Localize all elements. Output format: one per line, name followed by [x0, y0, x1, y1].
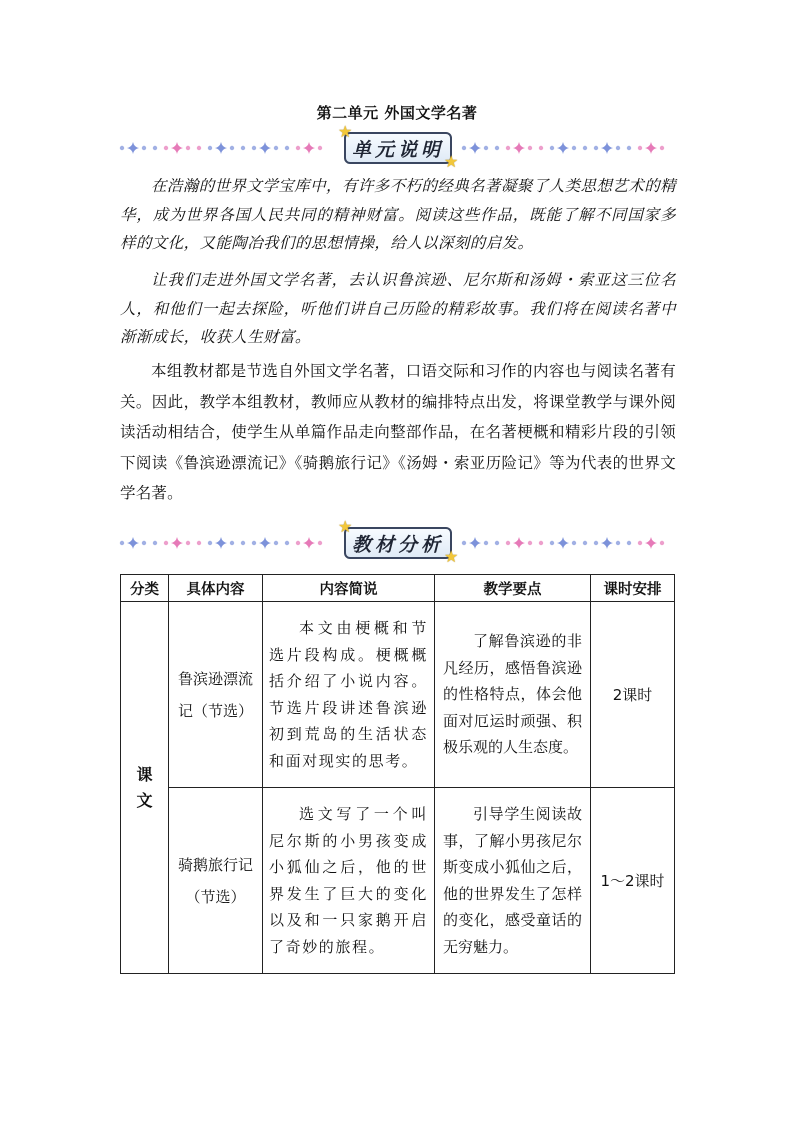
sparkle-star-icon [557, 537, 569, 549]
sparkle-dot-icon [539, 146, 543, 150]
sparkle-dot-icon [164, 146, 168, 150]
sparkle-dot-icon [186, 146, 190, 150]
header-brief: 内容简说 [263, 575, 435, 602]
sparkle-star-icon [557, 142, 569, 154]
sparkle-dot-icon [252, 146, 256, 150]
star-icon: ★ [338, 517, 353, 536]
table-row [121, 788, 675, 974]
sparkle-dot-icon [550, 146, 554, 150]
hours-cell: 2课时 [591, 602, 675, 788]
sparkle-dot-icon [197, 146, 201, 150]
sparkle-dot-icon [462, 146, 466, 150]
sparkle-star-icon [127, 537, 139, 549]
sparkle-dot-icon [230, 541, 234, 545]
star-icon: ★ [444, 547, 459, 566]
material-analysis-badge: 教材分析 [344, 527, 452, 559]
sparkle-star-icon [303, 142, 315, 154]
sparkle-dot-icon [318, 146, 322, 150]
sparkle-star-icon [127, 142, 139, 154]
sparkle-dot-icon [594, 541, 598, 545]
category-label: 课文 [136, 764, 153, 810]
content-cell: 骑鹅旅行记（节选） [169, 788, 263, 974]
unit-intro-badge: 单元说明 [344, 132, 452, 164]
sparkle-dot-icon [594, 146, 598, 150]
sparkle-dot-icon [550, 541, 554, 545]
paragraph-3: 本组教材都是节选自外国文学名著，口语交际和习作的内容也与阅读名著有关。因此，教学本组教材，教师应从教材的编排特点出发，将课堂教学与课外阅读活动相结合，使学生从单篇作品走向整部作品，在名著梗概和精彩片段的引领下阅读《鲁滨逊漂流记》《骑鹅旅行记》《汤姆・索亚历险记》等为代表的世界文学名著。 [120, 362, 676, 502]
sparkle-dot-icon [572, 146, 576, 150]
sparkle-star-icon [303, 537, 315, 549]
sparkle-dot-icon [120, 541, 124, 545]
sparkle-dot-icon [296, 541, 300, 545]
sparkle-dot-icon [252, 541, 256, 545]
sparkle-dot-icon [495, 146, 499, 150]
sparkle-star-icon [601, 142, 613, 154]
sparkle-dot-icon [142, 541, 146, 545]
brief-text: 本文由梗概和节选片段构成。梗概概括介绍了小说内容。节选片段讲述鲁滨逊初到荒岛的生活状态和面对现实的思考。 [269, 619, 428, 770]
hours-cell: 1～2课时 [591, 788, 675, 974]
sparkle-star-icon [215, 537, 227, 549]
sparkle-dot-icon [583, 541, 587, 545]
sparkle-star-icon [601, 537, 613, 549]
sparkle-dot-icon [528, 541, 532, 545]
sparkle-star-icon [469, 537, 481, 549]
key-points-cell [435, 602, 591, 788]
key-points-text: 了解鲁滨逊的非凡经历，感悟鲁滨逊的性格特点，体会他面对厄运时顽强、积极乐观的人生态度。 [443, 632, 582, 757]
sparkle-dot-icon [164, 541, 168, 545]
header-category: 分类 [121, 575, 169, 602]
paragraph-2: 让我们走进外国文学名著，去认识鲁滨逊、尼尔斯和汤姆・索亚这三位名人，和他们一起去探险，听他们讲自己历险的精彩故事。我们将在阅读名著中渐渐成长，收获人生财富。 [120, 271, 676, 347]
header-key-points: 教学要点 [435, 575, 591, 602]
sparkle-dot-icon [660, 541, 664, 545]
sparkle-star-icon [645, 537, 657, 549]
category-cell [121, 602, 169, 974]
material-analysis-banner [118, 517, 676, 566]
star-icon: ★ [338, 122, 353, 141]
sparkle-dot-icon [484, 146, 488, 150]
sparkle-dot-icon [186, 541, 190, 545]
sparkle-dot-icon [318, 541, 322, 545]
sparkle-dot-icon [528, 146, 532, 150]
sparkle-dot-icon [660, 146, 664, 150]
sparkle-dot-icon [274, 146, 278, 150]
sparkle-dot-icon [506, 146, 510, 150]
sparkle-star-icon [259, 142, 271, 154]
table-header-row [121, 575, 675, 602]
paragraph-1: 在浩瀚的世界文学宝库中，有许多不朽的经典名著凝聚了人类思想艺术的精华，成为世界各国人民共同的精神财富。阅读这些作品，既能了解不同国家多样的文化，又能陶冶我们的思想情操，给人以深刻的启发。 [120, 177, 676, 253]
sparkle-star-icon [469, 142, 481, 154]
table-row [121, 602, 675, 788]
header-content: 具体内容 [169, 575, 263, 602]
document-title: 第二单元 外国文学名著 [316, 104, 478, 122]
sparkle-dot-icon [506, 541, 510, 545]
sparkle-star-icon [259, 537, 271, 549]
sparkle-star-icon [513, 537, 525, 549]
sparkle-dot-icon [296, 146, 300, 150]
sparkle-dot-icon [208, 541, 212, 545]
sparkle-dot-icon [274, 541, 278, 545]
key-points-cell [435, 788, 591, 974]
sparkle-dot-icon [230, 146, 234, 150]
sparkle-dot-icon [638, 146, 642, 150]
sparkle-dot-icon [583, 146, 587, 150]
sparkle-dot-icon [616, 146, 620, 150]
sparkle-dot-icon [197, 541, 201, 545]
brief-cell [263, 788, 435, 974]
sparkle-dot-icon [153, 146, 157, 150]
sparkle-dot-icon [241, 146, 245, 150]
sparkle-star-icon [171, 142, 183, 154]
sparkle-dot-icon [627, 146, 631, 150]
sparkle-dot-icon [495, 541, 499, 545]
brief-cell [263, 602, 435, 788]
sparkle-star-icon [513, 142, 525, 154]
brief-text: 选文写了一个叫尼尔斯的小男孩变成小狐仙之后，他的世界发生了巨大的变化以及和一只家鹅开启了奇妙的旅程。 [269, 805, 428, 956]
sparkle-dot-icon [627, 541, 631, 545]
content-cell: 鲁滨逊漂流记（节选） [169, 602, 263, 788]
sparkle-star-icon [215, 142, 227, 154]
header-hours: 课时安排 [591, 575, 675, 602]
sparkle-dot-icon [616, 541, 620, 545]
sparkle-dot-icon [241, 541, 245, 545]
sparkle-star-icon [171, 537, 183, 549]
sparkle-dot-icon [208, 146, 212, 150]
sparkle-dot-icon [462, 541, 466, 545]
sparkle-dot-icon [539, 541, 543, 545]
sparkle-dot-icon [484, 541, 488, 545]
sparkle-dot-icon [285, 541, 289, 545]
sparkle-dot-icon [572, 541, 576, 545]
unit-intro-banner [118, 122, 676, 171]
key-points-text: 引导学生阅读故事，了解小男孩尼尔斯变成小狐仙之后，他的世界发生了怎样的变化，感受童话的无穷魅力。 [443, 805, 582, 956]
sparkle-dot-icon [638, 541, 642, 545]
sparkle-dot-icon [142, 146, 146, 150]
sparkle-dot-icon [285, 146, 289, 150]
analysis-table [120, 574, 675, 974]
star-icon: ★ [444, 152, 459, 171]
sparkle-star-icon [645, 142, 657, 154]
sparkle-dot-icon [120, 146, 124, 150]
sparkle-dot-icon [153, 541, 157, 545]
